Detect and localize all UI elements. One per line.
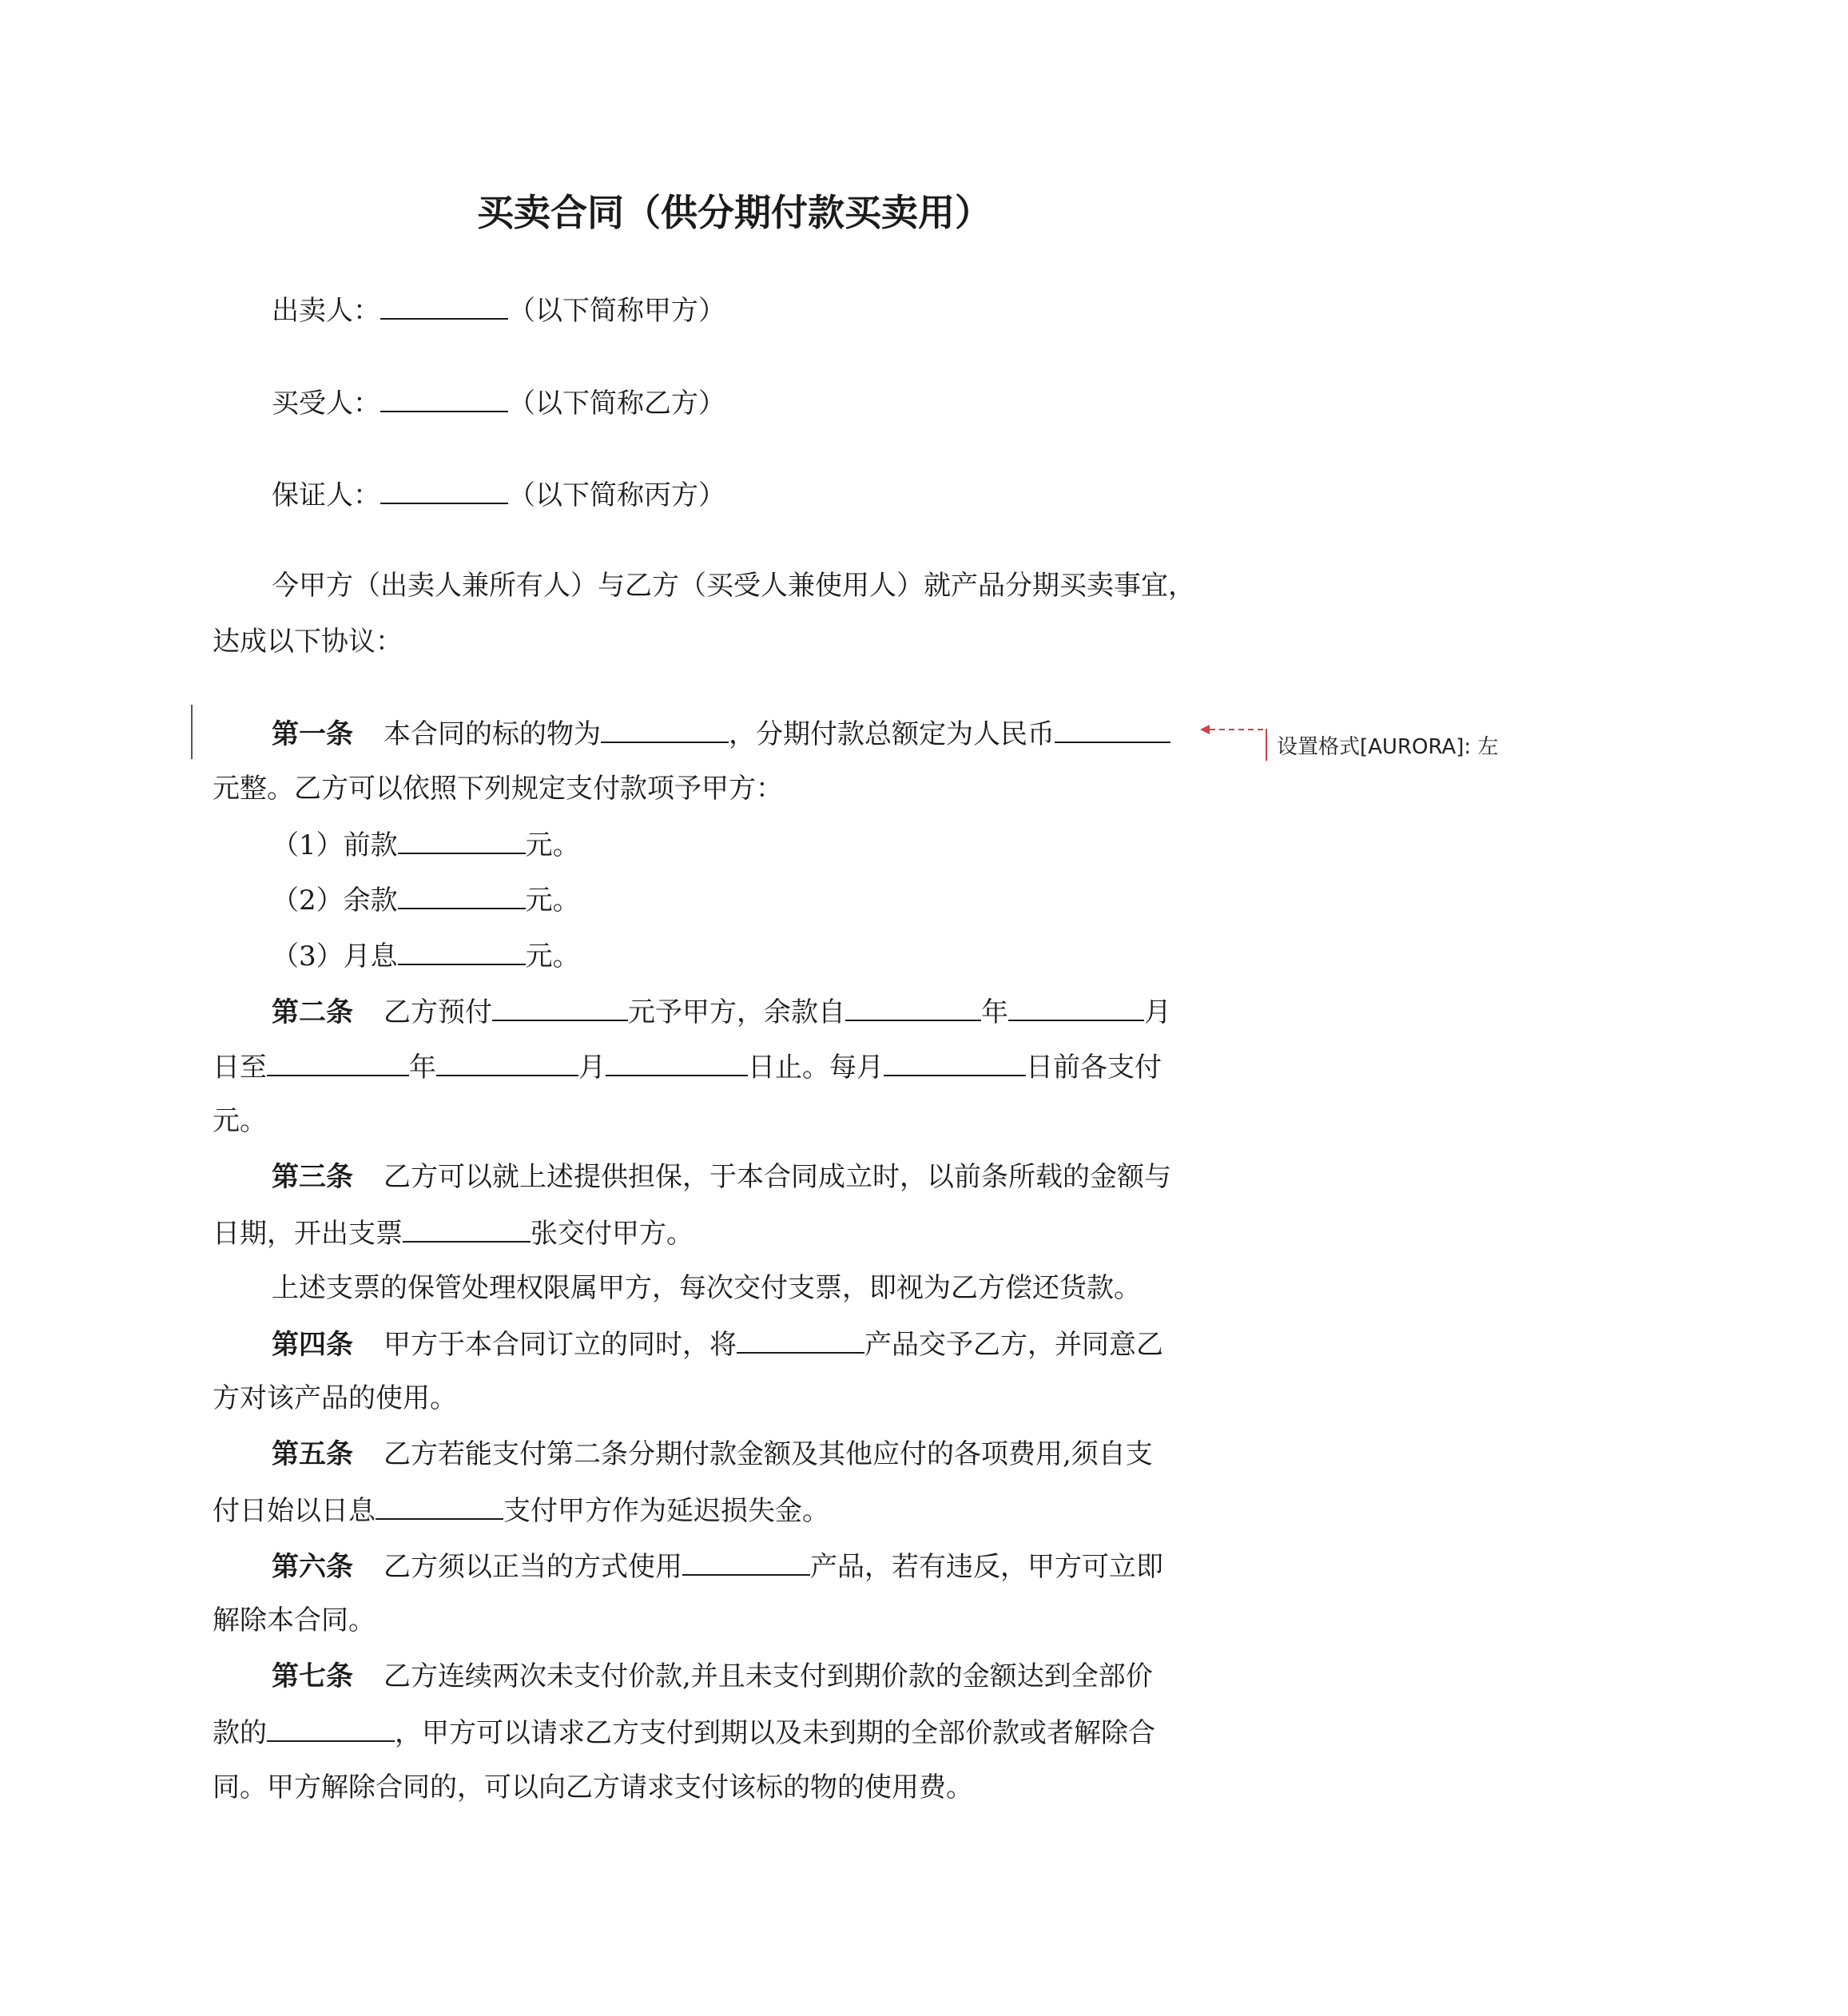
blank-field[interactable] xyxy=(492,991,628,1021)
article-text: 日期，开出支票 xyxy=(213,1218,403,1250)
article-heading: 第七条 xyxy=(272,1660,353,1692)
article-text: 支付甲方作为延迟损失金。 xyxy=(503,1495,829,1527)
article-text: 产品交予乙方，并同意乙 xyxy=(864,1329,1163,1361)
party-seller xyxy=(272,289,725,331)
article-heading: 第一条 xyxy=(272,718,353,750)
article-5-line-1 xyxy=(272,1434,1153,1474)
blank-field[interactable] xyxy=(737,1323,864,1354)
item-text: （1）前款 xyxy=(272,829,398,861)
article-heading: 第二条 xyxy=(272,996,353,1028)
party-label: 出卖人： xyxy=(272,295,380,327)
article-2-line-1 xyxy=(272,991,1171,1032)
article-3-line-2 xyxy=(213,1212,693,1254)
blank-field[interactable] xyxy=(601,713,729,743)
blank-field[interactable] xyxy=(398,879,526,909)
article-7-line-3: 同。甲方解除合同的，可以向乙方请求支付该标的物的使用费。 xyxy=(213,1771,973,1803)
article-3-paragraph-2: 上述支票的保管处理权限属甲方，每次交付支票，即视为乙方偿还货款。 xyxy=(272,1272,1141,1304)
article-text: ，分期付款总额定为人民币 xyxy=(729,718,1055,750)
article-1-item xyxy=(272,824,580,865)
item-text: 元。 xyxy=(525,885,580,917)
preamble-line-1: 今甲方（出卖人兼所有人）与乙方（买受人兼使用人）就产品分期买卖事宜， xyxy=(272,570,1195,602)
article-7-line-2 xyxy=(213,1712,1155,1753)
article-text: 乙方可以就上述提供担保，于本合同成立时，以前条所载的金额与 xyxy=(384,1161,1171,1193)
blank-field[interactable] xyxy=(267,1712,395,1742)
article-text: 年 xyxy=(981,996,1008,1028)
article-text: ，甲方可以请求乙方支付到期以及未到期的全部价款或者解除合 xyxy=(395,1717,1155,1749)
article-text: 月 xyxy=(1144,996,1171,1028)
blank-field[interactable] xyxy=(403,1212,531,1243)
article-1-line-1 xyxy=(272,713,1170,754)
article-7-line-1 xyxy=(272,1656,1153,1696)
preamble-line-2: 达成以下协议： xyxy=(213,626,403,658)
item-text: 元。 xyxy=(525,829,580,861)
change-bar xyxy=(191,705,193,759)
party-label: 买受人： xyxy=(272,388,380,420)
article-text: 年 xyxy=(409,1052,436,1084)
article-1-item xyxy=(272,935,580,976)
blank-field[interactable] xyxy=(845,991,981,1021)
blank-field[interactable] xyxy=(398,824,526,854)
blank-field[interactable] xyxy=(884,1046,1026,1076)
blank-field[interactable] xyxy=(380,382,508,412)
blank-field[interactable] xyxy=(267,1046,409,1076)
blank-field[interactable] xyxy=(398,935,526,965)
article-text: 日止。每月 xyxy=(748,1052,884,1084)
article-text: 日至 xyxy=(213,1052,267,1084)
article-heading: 第四条 xyxy=(272,1329,353,1361)
article-1-item xyxy=(272,879,580,921)
item-text: （3）月息 xyxy=(272,940,398,972)
item-text: （2）余款 xyxy=(272,885,398,917)
article-text: 乙方预付 xyxy=(384,996,492,1028)
blank-field[interactable] xyxy=(380,289,508,320)
party-guarantor xyxy=(272,474,725,515)
article-text: 乙方须以正当的方式使用 xyxy=(384,1551,682,1583)
article-6-line-2: 解除本合同。 xyxy=(213,1604,376,1636)
article-heading: 第五条 xyxy=(272,1438,353,1470)
article-3-line-1 xyxy=(272,1157,1171,1197)
blank-field[interactable] xyxy=(380,474,508,504)
article-4-line-1 xyxy=(272,1323,1163,1365)
party-buyer xyxy=(272,382,725,423)
party-label: 保证人： xyxy=(272,479,380,511)
article-1-line-2: 元整。乙方可以依照下列规定支付款项予甲方： xyxy=(213,773,783,805)
party-suffix: （以下简称甲方） xyxy=(508,295,725,327)
article-2-line-3: 元。 xyxy=(213,1105,267,1137)
article-5-line-2 xyxy=(213,1489,829,1531)
article-text: 本合同的标的物为 xyxy=(384,718,601,750)
article-text: 元予甲方，余款自 xyxy=(628,996,845,1028)
blank-field[interactable] xyxy=(1008,991,1144,1021)
article-text: 付日始以日息 xyxy=(213,1495,376,1527)
article-text: 甲方于本合同订立的同时，将 xyxy=(384,1329,737,1361)
item-text: 元。 xyxy=(525,940,580,972)
article-text: 月 xyxy=(578,1052,606,1084)
article-text: 日前各支付 xyxy=(1026,1052,1162,1084)
blank-field[interactable] xyxy=(682,1545,810,1576)
format-comment[interactable]: 设置格式[AURORA]: 左 xyxy=(1277,735,1499,759)
article-2-line-2 xyxy=(213,1046,1162,1088)
article-heading: 第六条 xyxy=(272,1551,353,1583)
party-suffix: （以下简称丙方） xyxy=(508,479,725,511)
blank-field[interactable] xyxy=(436,1046,578,1076)
blank-field[interactable] xyxy=(1055,713,1170,743)
article-text: 乙方连续两次未支付价款,并且未支付到期价款的金额达到全部价 xyxy=(384,1660,1153,1692)
document-title: 买卖合同（供分期付款买卖用） xyxy=(477,191,992,234)
party-suffix: （以下简称乙方） xyxy=(508,388,725,420)
article-heading: 第三条 xyxy=(272,1161,353,1193)
blank-field[interactable] xyxy=(606,1046,748,1076)
article-text: 乙方若能支付第二条分期付款金额及其他应付的各项费用,须自支 xyxy=(384,1438,1153,1470)
article-text: 款的 xyxy=(213,1717,267,1749)
article-6-line-1 xyxy=(272,1545,1163,1587)
article-4-line-2: 方对该产品的使用。 xyxy=(213,1382,457,1414)
comment-marker xyxy=(1266,729,1267,761)
article-text: 产品，若有违反，甲方可立即 xyxy=(810,1551,1163,1583)
article-text: 张交付甲方。 xyxy=(531,1218,693,1250)
blank-field[interactable] xyxy=(376,1489,503,1520)
